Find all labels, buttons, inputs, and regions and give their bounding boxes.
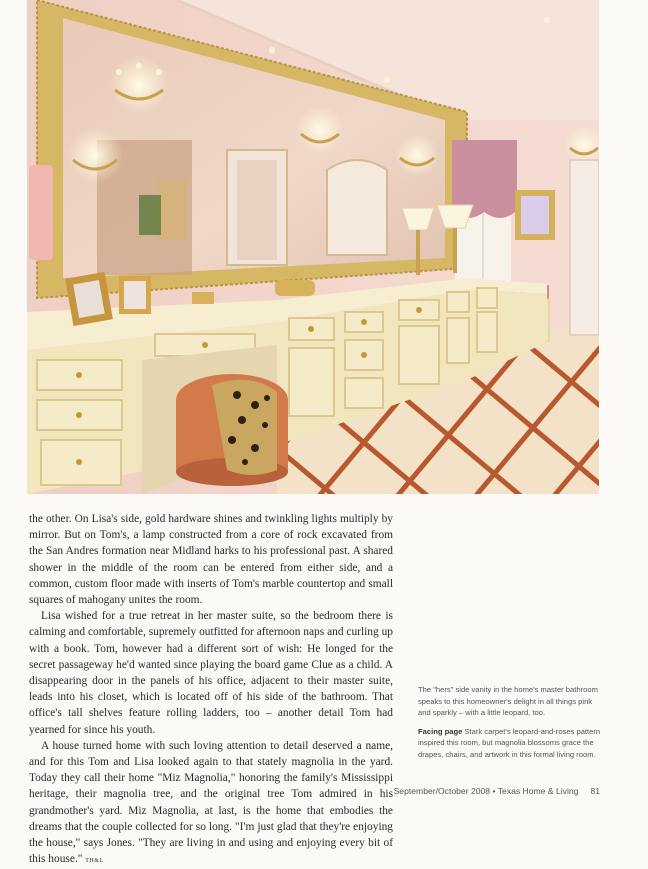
article-paragraph — [29, 738, 393, 869]
issue-line: September/October 2008 • Texas Home & Living — [393, 786, 579, 796]
chandelier-icon — [296, 106, 344, 154]
leopard-stool — [176, 374, 288, 486]
door — [570, 160, 599, 335]
chandelier-icon — [395, 133, 439, 177]
article-paragraph: Lisa wished for a true retreat in her master suite, so the bedroom there is calming and comfortable, supremely outfitted for afternoon naps and curling up with a book. Tom, however had a different sort of wish: He longed for the secret passageway he'd wanted since playing the board game Clue as a child. A disappearing door in the panels of his office, adjacent to their master suite, leads into his closet, which is located off of his side of the bathroom. That office's tall shelves feature rolling ladders, too – another detail Tom had yearned for since his youth. — [29, 610, 393, 736]
chandelier-icon — [109, 55, 169, 115]
end-mark: TH&L — [85, 858, 104, 865]
article-paragraph-text: A house turned home with such loving attention to detail deserved a name, and for this Tom and Lisa looked again to that stately magnolia in the yard. Today they call their home "Miz Magnolia," honoring the family's Mississippi heritage, their magnolia tree, and the original tree Tom admired in his grandmother's yard. Miz Magnolia, at last, is the home that embodies the dreams that the couple collected for so long. "I'm just glad that they're enjoying the house," says Jones. "They are living in and using and enjoying every bit of this house." — [29, 739, 393, 866]
caption-body: Stark carpet's leopard-and-roses pattern inspired this room, but magnolia blossoms grace the drapes, chairs, and artwork in this formal living room. — [418, 726, 601, 759]
caption-vanity: The "hers" side vanity in the home's master bathroom speaks to this homeowner's delight in all things pink and sparkly – with a little leopard, too. — [418, 685, 598, 717]
chandelier-icon — [67, 127, 123, 183]
page-footer — [392, 786, 600, 796]
bathroom-vanity-photo — [27, 0, 599, 494]
page-number: 81 — [590, 786, 600, 796]
caption-lead: Facing page — [418, 726, 463, 736]
photo-frame — [119, 276, 151, 314]
pink-towel — [29, 165, 53, 260]
article-paragraph: the other. On Lisa's side, gold hardware shines and twinkling lights multiply by mirror. But on Tom's, a lamp constructed from a core of rock excavated from the San Andres formation near Midland harks to his professional past. A shared shower in the middle of the room can be entered from either side, and a common, custom floor made with inserts of Tom's marble countertop and small squares of mahogany unites the room. — [29, 513, 393, 607]
article-body — [29, 511, 393, 869]
photo-captions — [418, 684, 602, 767]
photo-frame — [65, 272, 113, 326]
caption-facing-page — [418, 726, 602, 761]
